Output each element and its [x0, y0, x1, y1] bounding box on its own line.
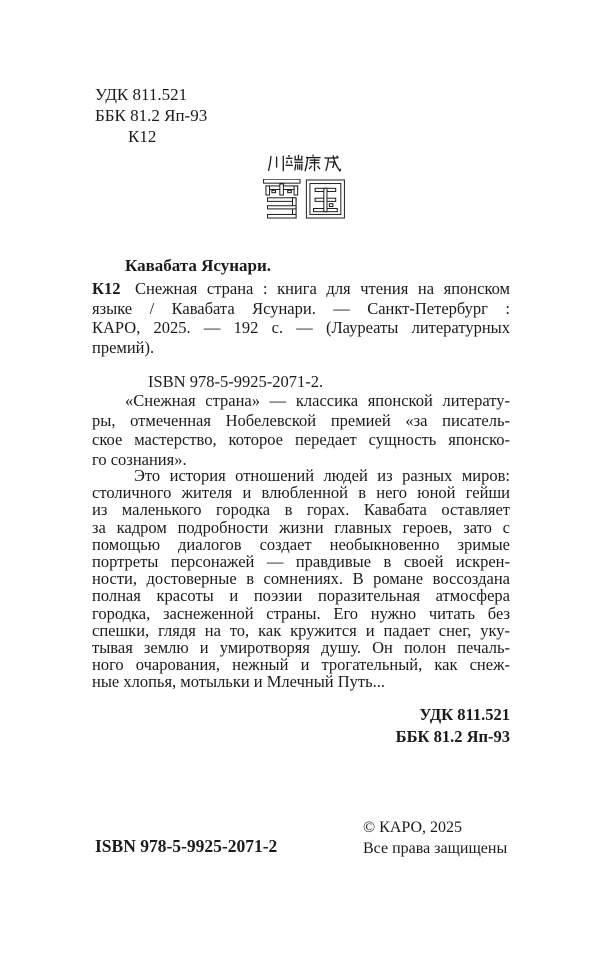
text-line: го сознания».	[92, 449, 187, 469]
text-line: помощью диалогов создает необыкновенно зримые	[92, 534, 510, 554]
bottom-bibliographic-codes	[92, 704, 510, 747]
author-heading: Кавабата Ясунари.	[125, 256, 272, 275]
author-sign-code: К12	[128, 127, 157, 146]
text-line: тывая землю и умиротворяя душу. Он полон печаль-	[92, 638, 510, 658]
annotation-paragraph-2	[92, 467, 510, 691]
udc-code: УДК 811.521	[95, 85, 188, 104]
text-line: Снежная страна : книга для чтения на японском	[135, 279, 510, 298]
text-line: из маленького городка в горах. Кавабата оставляет	[92, 500, 510, 520]
text-line: городка, заснеженной страны. Его нужно читать без	[92, 603, 510, 623]
bbk-code-bottom: ББК 81.2 Яп-93	[395, 726, 510, 746]
rights-line: Все права защищены	[363, 839, 508, 857]
isbn-card-line: ISBN 978-5-9925-2071-2.	[148, 372, 324, 391]
text-line: полная красоты и поэзии поразительная атмосфера	[92, 586, 510, 606]
annotation-paragraph-1	[92, 391, 510, 469]
japanese-author-name	[0, 154, 607, 178]
text-line: «Снежная страна» — классика японской литерату-	[125, 391, 510, 410]
text-line: Это история отношений людей из разных миров:	[134, 466, 510, 485]
kanji-yukiguni-icon	[262, 179, 346, 219]
catalog-card-label: К12	[92, 279, 121, 298]
text-line: ры, отмеченная Нобелевской премией «за писатель-	[92, 410, 510, 430]
text-line: за кадром подробности жизни главных героев, зато с	[92, 517, 510, 537]
copyright-line: © КАРО, 2025	[363, 819, 463, 836]
text-line: ности, достоверные в сомнениях. В романе воссоздана	[92, 569, 510, 589]
kanji-kawabata-yasunari-icon	[267, 154, 341, 173]
catalog-card-text	[92, 279, 510, 357]
text-line: ные хлопья, мотыльки и Млечный Путь...	[92, 672, 386, 692]
text-line: спешки, глядя на то, как кружится и падает снег, уку-	[92, 620, 510, 640]
text-line: премий).	[92, 337, 155, 357]
japanese-title	[0, 179, 607, 224]
text-line: столичного жителя и влюбленной в него юной гейши	[92, 483, 510, 503]
copyright-block	[363, 818, 507, 859]
text-line: ного очарования, нежный и трогательный, как снеж-	[92, 655, 510, 675]
text-line: портреты персонажей — правдивые в своей искрен-	[92, 552, 510, 572]
catalog-card	[92, 279, 510, 357]
top-bibliographic-codes	[95, 84, 207, 147]
isbn-bottom-line: ISBN 978-5-9925-2071-2	[95, 836, 278, 856]
text-line: языке / Кавабата Ясунари. — Санкт-Петербург :	[92, 298, 510, 318]
text-line: ское мастерство, которое передает сущность японско-	[92, 430, 510, 449]
udc-code-bottom: УДК 811.521	[419, 705, 510, 724]
bbk-code: ББК 81.2 Яп-93	[95, 106, 208, 125]
text-line: КАРО, 2025. — 192 с. — (Лауреаты литературных	[92, 318, 510, 337]
